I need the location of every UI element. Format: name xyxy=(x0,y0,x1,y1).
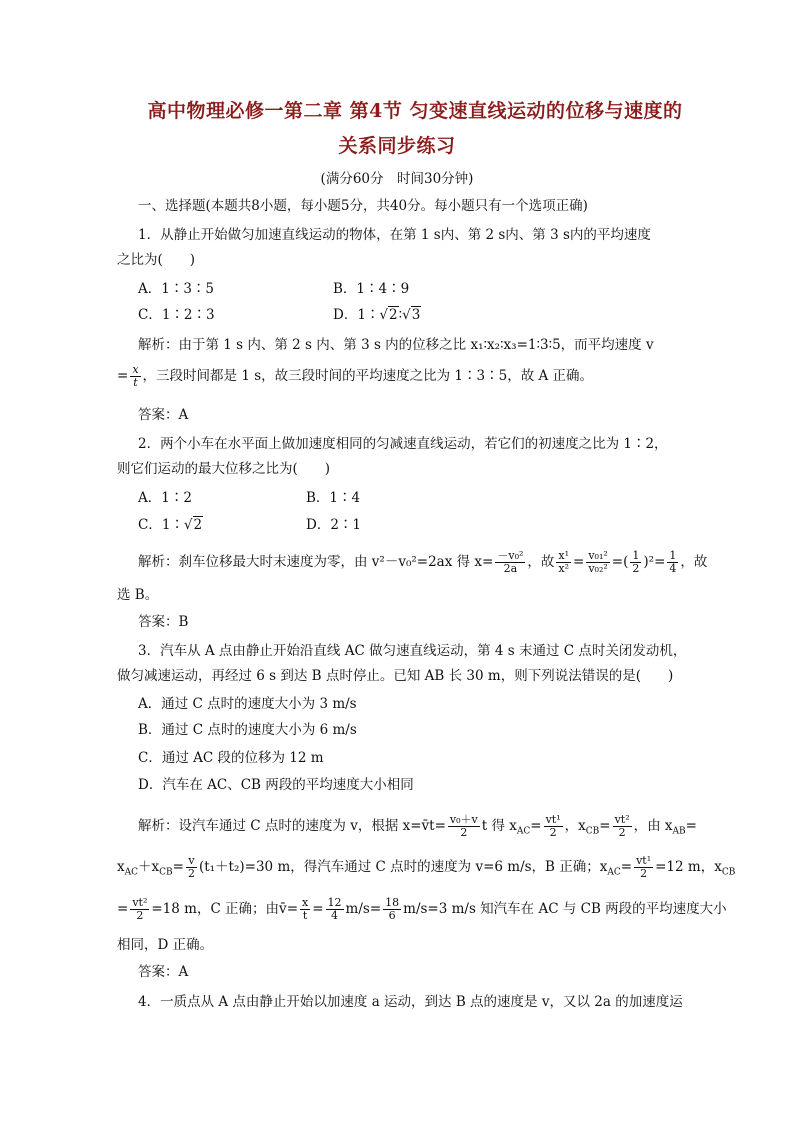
fraction-numerator: 1 xyxy=(669,549,677,562)
q3-analysis-line-4: 相同，D 正确。 xyxy=(117,937,214,953)
fraction-denominator: v₀₂² xyxy=(588,562,608,575)
title-line-1: 高中物理必修一第二章 第4节 匀变速直线运动的位移与速度的 xyxy=(147,100,683,122)
q3-a2-text-a: x xyxy=(117,859,125,875)
q1-option-c: C．1∶2∶3 xyxy=(138,307,215,323)
q1-answer: 答案：A xyxy=(138,407,189,423)
q3-stem-line-1: 3．汽车从 A 点由静止开始沿直线 AC 做匀速直线运动，第 4 s 末通过 C 点时关闭发动机， xyxy=(138,643,687,659)
q3-option-b: B．通过 C 点时的速度大小为 6 m/s xyxy=(138,722,357,738)
q3-a2-fraction-2 xyxy=(634,855,653,880)
q2-analysis-text-d: =( xyxy=(611,554,629,570)
fraction-numerator: x xyxy=(132,363,139,376)
q3-a2-text-b: ＋x xyxy=(138,859,160,875)
q2-analysis-text-a: 解析：刹车位移最大时末速度为零，由 v²－v₀²=2ax 得 x= xyxy=(138,554,494,570)
fraction-numerator: v₀＋v xyxy=(449,813,478,826)
q1-d-prefix: D．1∶ xyxy=(333,307,380,323)
q2-analysis-text-b: ，故 xyxy=(527,554,555,570)
q2-option-a: A．1∶2 xyxy=(138,490,192,506)
q1-option-d: D．1∶√2∶√3 xyxy=(333,307,421,323)
fraction-denominator: t xyxy=(302,909,308,922)
q2-analysis-text-e: )²= xyxy=(643,554,666,570)
fraction-denominator: 2 xyxy=(632,562,640,575)
q3-a3-fraction-4 xyxy=(383,897,401,922)
q3-a2-sub-ac: AC xyxy=(124,867,139,878)
q2-option-c: C．1∶√2 xyxy=(138,517,203,533)
q1-analysis-rest: ，三段时间都是 1 s，故三段时间的平均速度之比为 1∶3∶5，故 A 正确。 xyxy=(142,368,594,384)
q1-analysis-fraction xyxy=(130,364,140,389)
fraction-numerator: 18 xyxy=(385,896,400,909)
q3-a3-fraction-1 xyxy=(130,897,149,922)
q3-a1-fraction-2 xyxy=(544,814,563,839)
q4-stem-line-1: 4．一质点从 A 点由静止开始以加速度 a 运动，到达 B 点的速度是 v，又以 2a 的加速度运 xyxy=(138,994,683,1010)
q2-c-root: 2 xyxy=(193,517,203,533)
fraction-numerator: x xyxy=(302,896,309,909)
q3-analysis-line-3 xyxy=(117,897,727,922)
q3-a1-text-e: = xyxy=(599,818,611,834)
q2-analysis-line-2: 选 B。 xyxy=(117,587,159,603)
fraction-numerator: v₀₁² xyxy=(588,549,608,562)
q3-a3-text-b: =18 m，C 正确；由v̄= xyxy=(151,901,299,917)
q2-fraction-5 xyxy=(667,550,678,575)
q2-fraction-3 xyxy=(586,550,609,575)
q3-a1-text-c: = xyxy=(530,818,542,834)
q1-option-b: B．1∶4∶9 xyxy=(333,281,410,297)
q2-stem-line-1: 2．两个小车在水平面上做加速度相同的匀减速直线运动，若它们的初速度之比为 1∶2， xyxy=(138,436,668,452)
q3-stem-line-2: 做匀减速运动，再经过 6 s 到达 B 点时停止。已知 AB 长 30 m，则下列说法错误的是( ) xyxy=(117,668,674,684)
q3-a1-text-b: t 得 x xyxy=(481,818,517,834)
q3-a1-fraction-1 xyxy=(448,814,480,839)
q3-a2-sub-cb: CB xyxy=(159,867,173,878)
q2-fraction-4 xyxy=(630,550,641,575)
fraction-numerator: vt¹ xyxy=(545,813,561,826)
q3-a1-sub-ac: AC xyxy=(516,826,531,837)
q3-a3-text-c: = xyxy=(312,901,324,917)
q3-a2-fraction-1 xyxy=(186,855,197,880)
q3-a2-text-d: (t₁＋t₂)=30 m，得汽车通过 C 点时的速度为 v=6 m/s，B 正确；x xyxy=(198,859,608,875)
fraction-numerator: vt² xyxy=(614,813,630,826)
fraction-numerator: vt¹ xyxy=(636,854,652,867)
q2-analysis-line-1 xyxy=(138,550,707,575)
subtitle: (满分60分 时间30分钟) xyxy=(320,171,474,187)
q1-analysis-line-1: 解析：由于第 1 s 内、第 2 s 内、第 3 s 内的位移之比 x₁∶x₂∶x₃=1∶3∶5，而平均速度 v xyxy=(138,337,654,353)
q3-option-d: D．汽车在 AC、CB 两段的平均速度大小相同 xyxy=(138,777,414,793)
q2-fraction-2 xyxy=(556,550,571,575)
q3-a2-text-e: = xyxy=(620,859,633,875)
q1-d-mid: ∶ xyxy=(398,307,403,323)
q3-a2-sub-cb-2: CB xyxy=(721,867,736,878)
q3-answer: 答案：A xyxy=(138,964,189,980)
q3-a2-text-c: = xyxy=(172,859,184,875)
q1-analysis-line-2 xyxy=(117,364,593,389)
q2-answer: 答案：B xyxy=(138,614,189,630)
q1-d-root3: 3 xyxy=(411,307,421,323)
fraction-denominator: 4 xyxy=(331,909,339,922)
fraction-numerator: －v₀² xyxy=(497,549,524,562)
q2-option-d: D．2∶1 xyxy=(306,517,362,533)
q3-a3-text-e: m/s=3 m/s 知汽车在 AC 与 CB 两段的平均速度大小 xyxy=(403,901,727,917)
fraction-denominator: 6 xyxy=(388,909,396,922)
q1-stem-line-1: 1．从静止开始做匀加速直线运动的物体，在第 1 s内、第 2 s内、第 3 s内的平均速度 xyxy=(138,227,651,243)
fraction-numerator: x¹ xyxy=(558,549,570,562)
fraction-denominator: 2 xyxy=(460,826,468,839)
fraction-numerator: 1 xyxy=(632,549,640,562)
q1-stem-line-2: 之比为( ) xyxy=(117,252,196,268)
q3-option-c: C．通过 AC 段的位移为 12 m xyxy=(138,750,324,766)
q2-analysis-text-f: ，故 xyxy=(680,554,708,570)
q3-a3-text-d: m/s= xyxy=(345,901,382,917)
fraction-denominator: 2 xyxy=(549,826,557,839)
section-heading: 一、选择题(本题共8小题，每小题5分，共40分。每小题只有一个选项正确) xyxy=(138,198,588,214)
q2-stem-line-2: 则它们运动的最大位移之比为( ) xyxy=(117,461,331,477)
q3-a2-text-f: =12 m，x xyxy=(655,859,722,875)
fraction-denominator: x² xyxy=(558,562,570,575)
fraction-denominator: 2 xyxy=(136,909,144,922)
q3-a3-fraction-2 xyxy=(300,897,310,922)
q2-analysis-text-c: = xyxy=(573,554,585,570)
fraction-denominator: 2 xyxy=(640,867,648,880)
q3-a2-sub-ac-2: AC xyxy=(607,867,621,878)
q3-a3-text-a: = xyxy=(117,901,129,917)
q1-d-root2: 2 xyxy=(389,307,398,323)
fraction-denominator: 4 xyxy=(669,562,677,575)
q2-option-b: B．1∶4 xyxy=(306,490,361,506)
fraction-numerator: vt² xyxy=(132,896,148,909)
q1-option-a: A．1∶3∶5 xyxy=(138,281,215,297)
title-line-2: 关系同步练习 xyxy=(338,135,456,157)
fraction-denominator: 2a xyxy=(503,562,518,575)
q3-a1-text-d: ，x xyxy=(564,818,586,834)
q3-a1-text-f: ，由 x xyxy=(633,818,673,834)
q3-a1-text-a: 解析：设汽车通过 C 点时的速度为 v，根据 x=v̄t= xyxy=(138,818,446,834)
fraction-numerator: 12 xyxy=(327,896,342,909)
q3-analysis-line-2 xyxy=(117,855,735,882)
q3-a1-text-g: = xyxy=(685,818,697,834)
fraction-denominator: 2 xyxy=(618,826,626,839)
q3-a1-sub-cb: CB xyxy=(585,826,600,837)
q3-analysis-line-1 xyxy=(138,814,697,841)
fraction-denominator: 2 xyxy=(187,867,195,880)
q3-a1-sub-ab: AB xyxy=(672,826,686,837)
q2-c-prefix: C．1∶ xyxy=(138,517,184,533)
q1-analysis-eq: = xyxy=(117,368,129,384)
fraction-denominator: t xyxy=(133,376,138,389)
q3-a3-fraction-3 xyxy=(326,897,344,922)
q3-option-a: A．通过 C 点时的速度大小为 3 m/s xyxy=(138,696,357,712)
q3-a1-fraction-3 xyxy=(613,814,632,839)
q2-fraction-1 xyxy=(495,550,525,575)
fraction-numerator: v xyxy=(186,855,197,868)
